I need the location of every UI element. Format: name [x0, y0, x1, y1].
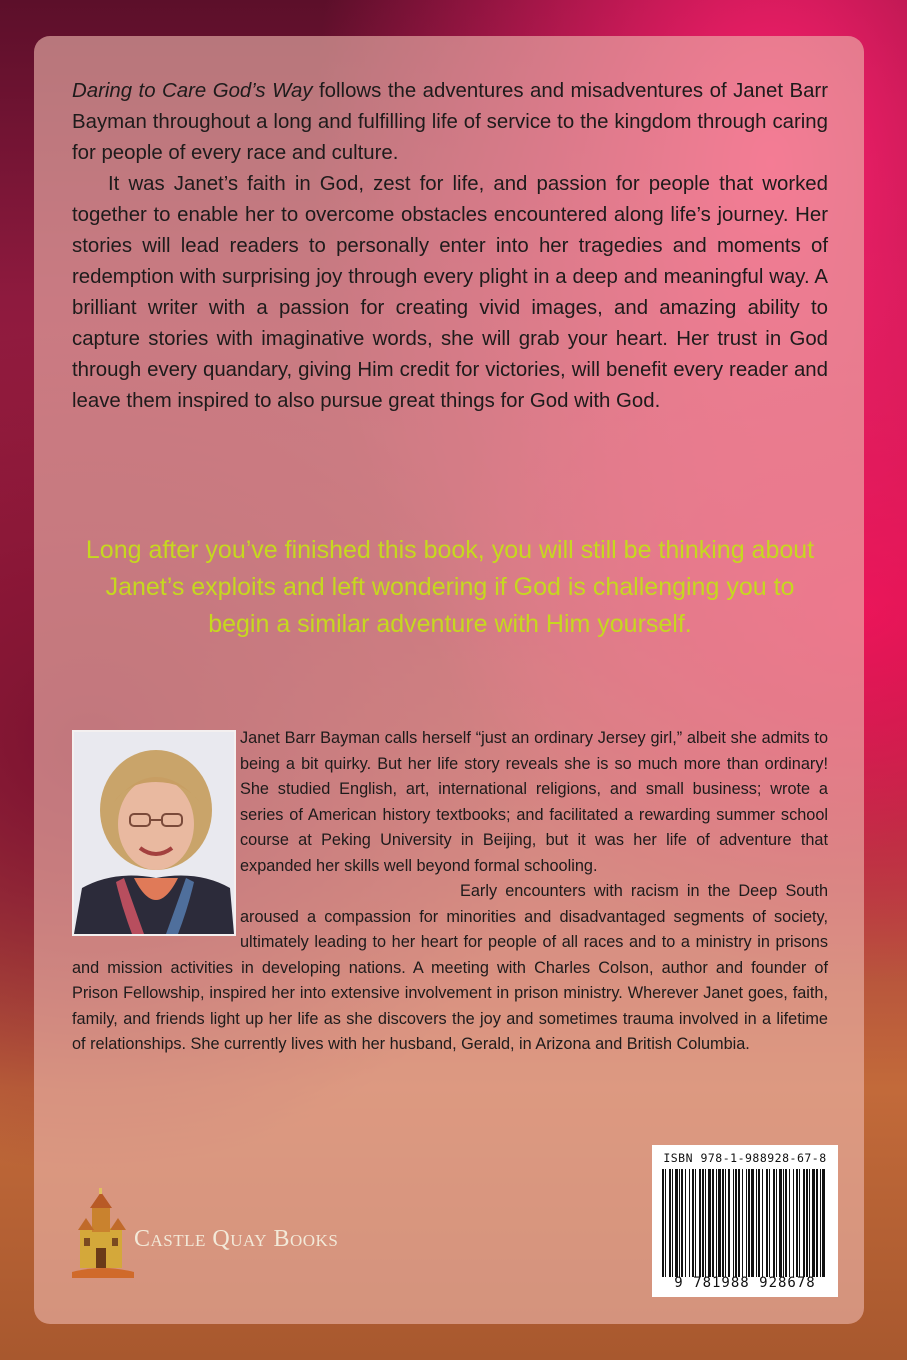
castle-icon — [72, 1188, 134, 1278]
barcode-bar — [796, 1169, 798, 1277]
barcode-bar — [766, 1169, 768, 1277]
barcode-number: 9 781988 928678 — [674, 1275, 816, 1291]
barcode-bar — [725, 1169, 726, 1277]
isbn-label: ISBN 978-1-988928-67-8 — [663, 1151, 827, 1165]
barcode-bar — [783, 1169, 784, 1277]
barcode-bar — [803, 1169, 805, 1277]
barcode-bar — [820, 1169, 821, 1277]
barcode-bar — [705, 1169, 706, 1277]
barcode-bar — [692, 1169, 694, 1277]
barcode-bar — [702, 1169, 704, 1277]
barcode-bar — [742, 1169, 743, 1277]
barcode-bar — [748, 1169, 750, 1277]
barcode-bar — [769, 1169, 770, 1277]
barcode-bar — [746, 1169, 747, 1277]
barcode-bar — [718, 1169, 721, 1277]
bio-paragraph-1: Janet Barr Bayman calls herself “just an ordinary Jersey girl,” albeit she admits to being a bit quirky. But her life story reveals she is so much more than ordinary! She studied English, art, international religions, and small business; wrote a series of American history textbooks; and facilitated a rewarding summer school course at Peking University in Beijing, but it was her life of adventure that expanded her skills well beyond formal schooling. — [240, 729, 828, 875]
barcode-bar — [689, 1169, 690, 1277]
barcode-bar — [822, 1169, 825, 1277]
barcode-bar — [712, 1169, 714, 1277]
barcode-bar — [735, 1169, 737, 1277]
barcode-bar — [793, 1169, 794, 1277]
barcode-bar — [695, 1169, 696, 1277]
barcode-bar — [799, 1169, 800, 1277]
barcode-bar — [665, 1169, 666, 1277]
barcode-bar — [672, 1169, 673, 1277]
publisher-logo — [72, 1188, 392, 1278]
barcode-bar — [751, 1169, 754, 1277]
barcode-bar — [779, 1169, 782, 1277]
barcode-bar — [733, 1169, 734, 1277]
blurb-paragraph-1 — [72, 76, 828, 169]
barcode-bar — [728, 1169, 730, 1277]
bio-paragraph-2: Early encounters with racism in the Deep South aroused a compassion for minorities and disadvantaged segments of society, ultimately leading to her heart for people of all races and to a ministry in prisons and mission activities in developing nations. A meeting with Charles Colson, author and founder of Prison Fellowship, inspired her into extensive involvement in prison ministry. Wherever Janet goes, faith, family, and friends light up her life as she discovers the joy and sometimes trauma involved in a lifetime of relationships. She currently lives with her husband, Gerald, in Arizona and British Columbia. — [72, 882, 828, 1053]
blurb-paragraph-1-text: follows the adventures and misadventures of Janet Barr Bayman throughout a long and fulfilling life of service to the kingdom through caring for people of every race and culture. — [72, 80, 828, 164]
barcode-bar — [773, 1169, 775, 1277]
barcode-bar — [685, 1169, 686, 1277]
barcode-bar — [699, 1169, 701, 1277]
barcode-bar — [681, 1169, 683, 1277]
author-photo — [72, 730, 236, 936]
publisher-name: Castle Quay Books — [134, 1226, 339, 1252]
blurb-paragraph-2: It was Janet’s faith in God, zest for life, and passion for people that worked together to enable her to overcome obstacles encountered along life’s journey. Her stories will lead readers to personally enter into her tragedies and moments of redemption with surprising joy through every plight in a deep and meaningful way. A brilliant writer with a passion for creating vivid images, and amazing ability to capture stories with imaginative words, she will grab your heart. Her trust in God through every quandary, giving Him credit for victories, will benefit every reader and leave them inspired to also pursue great things for God with God. — [72, 173, 828, 412]
barcode-bar — [806, 1169, 808, 1277]
barcode-bar — [812, 1169, 815, 1277]
barcode-bar — [716, 1169, 717, 1277]
barcode-bar — [816, 1169, 818, 1277]
isbn-barcode — [652, 1145, 838, 1297]
barcode-bar — [758, 1169, 760, 1277]
pull-quote: Long after you’ve finished this book, you will still be thinking about Janet’s exploits and left wondering if God is challenging you to begin a similar adventure with Him yourself. — [85, 536, 815, 638]
barcode-bar — [789, 1169, 790, 1277]
barcode-bar — [809, 1169, 810, 1277]
book-title: Daring to Care God’s Way — [72, 80, 313, 102]
barcode-bar — [738, 1169, 740, 1277]
barcode-bar — [762, 1169, 763, 1277]
barcode-bar — [776, 1169, 777, 1277]
barcode-bar — [662, 1169, 664, 1277]
barcode-bar — [675, 1169, 678, 1277]
back-cover-blurb — [72, 76, 828, 417]
barcode-bar — [669, 1169, 671, 1277]
barcode-bar — [722, 1169, 724, 1277]
author-portrait-image — [74, 732, 234, 934]
barcode-bar — [756, 1169, 757, 1277]
barcode-bar — [679, 1169, 680, 1277]
barcode-bar — [708, 1169, 711, 1277]
barcode-bar — [785, 1169, 787, 1277]
barcode-bars — [660, 1169, 830, 1277]
